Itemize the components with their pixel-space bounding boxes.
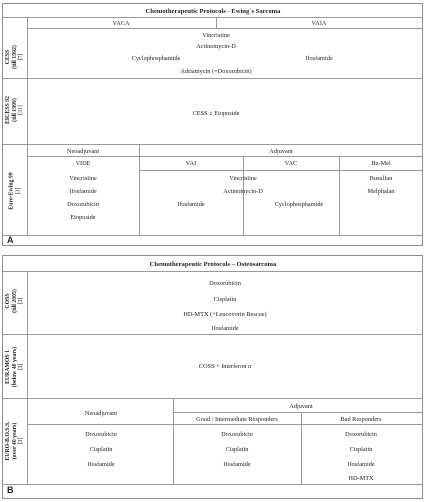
- row-years: (till 1992): [11, 45, 18, 69]
- bad-drug: Cisplatin: [349, 446, 373, 453]
- drug-vincristine: Vincristine: [202, 32, 230, 39]
- eicess-text: CESS ± Etoposide: [192, 110, 240, 117]
- header-vac: VAC: [284, 160, 298, 167]
- divider: [3, 78, 422, 79]
- header-vide: VIDE: [75, 160, 91, 167]
- good-drug: Ifosfamide: [223, 461, 251, 468]
- row-ref: [3]: [15, 187, 21, 195]
- divider: [3, 398, 422, 399]
- coss-drug: Doxorubicin: [209, 280, 241, 287]
- vide-drug: Vincristine: [69, 175, 97, 182]
- row-label-coss: [5, 289, 25, 313]
- row-label-euramos: [5, 347, 25, 387]
- adjuvant-ifosfamide: Ifosfamide: [177, 201, 205, 208]
- divider: [3, 271, 422, 272]
- header-vai: VAI: [185, 160, 197, 167]
- row-ref: [7]: [18, 53, 25, 61]
- row-years: (below 40 years): [11, 346, 18, 388]
- row-name: COSS: [5, 293, 12, 309]
- divider: [139, 144, 140, 235]
- row-name: CESS: [5, 49, 12, 65]
- row-label-eicess: [5, 96, 25, 124]
- euramos-text: COSS + Interferon α: [198, 363, 252, 370]
- adjuvant-vincristine: Vincristine: [229, 175, 257, 182]
- divider: [139, 170, 422, 171]
- drug-cyclophosphamide: Cyclophosphamide: [131, 55, 181, 62]
- good-drug: Doxorubicin: [221, 431, 253, 438]
- row-name: EURO-B.O.S.S.: [5, 421, 12, 461]
- divider: [301, 412, 302, 484]
- panel-a-title: Chemotherapeutic Protocols - Ewing´s Sarcoma: [145, 8, 281, 15]
- coss-drug: HD-MTX (+Leucovorin Rescue): [183, 311, 267, 318]
- divider: [3, 235, 422, 236]
- good-drug: Cisplatin: [225, 446, 249, 453]
- bumel-melphalan: Melphalan: [367, 188, 395, 195]
- divider: [27, 17, 28, 235]
- panel-b-osteosarcoma-table: [2, 255, 423, 499]
- divider: [3, 17, 422, 18]
- row-ref: [3]: [18, 363, 25, 371]
- panel-b-title: Chemotherapeutic Protocols – Osteosarcoma: [149, 261, 277, 268]
- divider: [243, 156, 244, 235]
- divider: [173, 412, 422, 413]
- row-years: (till 1999): [11, 98, 18, 122]
- adjuvant-cyclophosphamide: Cyclophosphamide: [274, 201, 324, 208]
- coss-drug: Cisplatin: [213, 296, 237, 303]
- vide-drug: Doxorubicin: [67, 201, 99, 208]
- header-adjuvant: Adjuvant: [269, 148, 293, 155]
- row-label-cess: [5, 45, 25, 69]
- neo-drug: Doxorubicin: [85, 431, 117, 438]
- header-neoadjuvant: Neoadjuvant: [84, 410, 118, 417]
- divider: [216, 17, 217, 28]
- divider: [27, 271, 28, 484]
- row-name: Euro-Ewing 99: [8, 172, 15, 210]
- panel-a-ewing-table: [2, 3, 423, 246]
- divider: [3, 144, 422, 145]
- divider: [3, 334, 422, 335]
- row-name: EICESS 92: [5, 96, 12, 124]
- header-bad-responders: Bad Responders: [340, 416, 382, 423]
- divider: [27, 28, 422, 29]
- row-label-euro-ewing: [8, 172, 21, 209]
- header-adjuvant: Adjuvant: [289, 403, 313, 410]
- coss-drug: Ifosfamide: [211, 325, 239, 332]
- row-ref: [3]: [18, 437, 25, 445]
- neo-drug: Ifosfamide: [87, 461, 115, 468]
- drug-ifosfamide: Ifosfamide: [305, 55, 333, 62]
- panel-label-a: A: [7, 235, 14, 245]
- adjuvant-actinomycin: Actinomycin-D: [223, 188, 263, 195]
- bad-drug: HD-MTX: [348, 475, 374, 482]
- header-vaia: VAIA: [311, 20, 327, 27]
- divider: [27, 424, 422, 425]
- bad-drug: Ifosfamide: [347, 461, 375, 468]
- divider: [3, 484, 422, 485]
- header-vaca: VACA: [112, 20, 130, 27]
- header-good-responders: Good / Intermediate Responders: [196, 416, 278, 423]
- divider: [173, 398, 174, 484]
- vide-drug: Etoposide: [70, 214, 96, 221]
- panel-label-b: B: [7, 485, 14, 495]
- neo-drug: Cisplatin: [89, 446, 113, 453]
- row-ref: [3]: [18, 297, 25, 305]
- row-years: (over 40 years): [11, 422, 18, 460]
- row-name: EURAMOS 1: [5, 350, 12, 384]
- bumel-busulfan: Busulfan: [369, 175, 393, 182]
- row-ref: [31]: [18, 105, 25, 115]
- row-label-euro-boss: [5, 421, 25, 460]
- drug-actinomycin: Actinomycin-D: [196, 43, 236, 50]
- header-bu-mel: Bu-Mel: [371, 160, 391, 167]
- drug-adriamycin: Adriamycin (=Doxorubicin): [180, 68, 252, 75]
- header-neoadjuvant: Neoadjuvant: [66, 148, 100, 155]
- row-years: (till 2005): [11, 289, 18, 313]
- vide-drug: Ifosfamide: [69, 188, 97, 195]
- divider: [339, 156, 340, 235]
- bad-drug: Doxorubicin: [345, 431, 377, 438]
- divider: [27, 156, 422, 157]
